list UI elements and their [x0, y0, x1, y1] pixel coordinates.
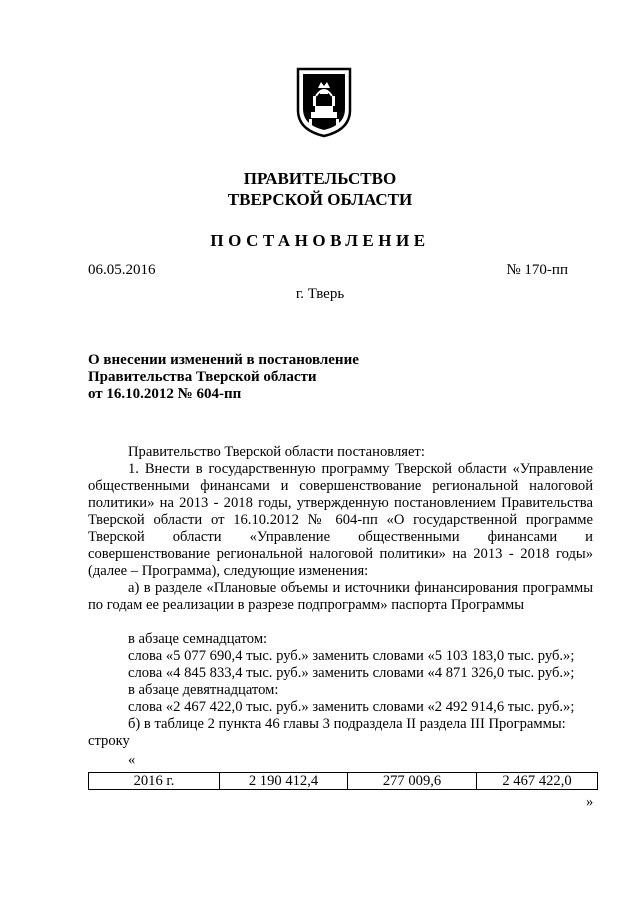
closing-quote: » [586, 794, 594, 810]
table-cell-value-2: 277 009,6 [348, 773, 477, 790]
table-cell-value-1: 2 190 412,4 [220, 773, 348, 790]
line-replace-3: слова «2 467 422,0 тыс. руб.» заменить словами «2 492 914,6 тыс. руб.»; [128, 699, 575, 715]
amendment-table [88, 772, 598, 790]
organization-name [0, 168, 640, 210]
line-paragraph-17: в абзаце семнадцатом: [128, 631, 268, 647]
paragraph-1: 1. Внести в государственную программу Тверской области «Управление общественными финансами и совершенствование региональной налоговой политики» на 2013 - 2018 годы, утвержденную постановлением Правительства Тверской области от 16.10.2012 № 604-пп «О государственной программе Тверской области «Управление общественными финансами и совершенствование региональной налоговой политики» на 2013 - 2018 годы» (далее – Программа), следующие изменения: [88, 461, 593, 579]
title-line-1: О внесении изменений в постановление [88, 352, 359, 368]
opening-quote: « [128, 752, 136, 768]
line-paragraph-19: в абзаце девятнадцатом: [128, 682, 279, 698]
paragraph-a: а) в разделе «Плановые объемы и источники финансирования программы по годам ее реализации в разрезе подпрограмм» паспорта Программы [88, 580, 593, 613]
line-row-word: строку [88, 733, 130, 749]
intro-paragraph: Правительство Тверской области постановляет: [128, 444, 425, 460]
table-row [89, 773, 598, 790]
title-line-2: Правительства Тверской области [88, 369, 317, 385]
document-city: г. Тверь [295, 286, 345, 302]
table-cell-total: 2 467 422,0 [477, 773, 598, 790]
paragraph-b: б) в таблице 2 пункта 46 главы 3 подраздела II раздела III Программы: [128, 716, 566, 732]
document-title [88, 352, 428, 403]
document-type: ПОСТАНОВЛЕНИЕ [210, 231, 430, 250]
org-line-2: ТВЕРСКОЙ ОБЛАСТИ [227, 190, 413, 209]
document-number: № 170-пп [506, 262, 568, 278]
document-date: 06.05.2016 [88, 262, 156, 278]
line-replace-2: слова «4 845 833,4 тыс. руб.» заменить словами «4 871 326,0 тыс. руб.»; [128, 665, 575, 681]
coat-of-arms-icon [295, 66, 353, 138]
title-line-3: от 16.10.2012 № 604-пп [88, 386, 242, 402]
org-line-1: ПРАВИТЕЛЬСТВО [243, 169, 397, 188]
table-cell-year: 2016 г. [89, 773, 220, 790]
line-replace-1: слова «5 077 690,4 тыс. руб.» заменить словами «5 103 183,0 тыс. руб.»; [128, 648, 575, 664]
